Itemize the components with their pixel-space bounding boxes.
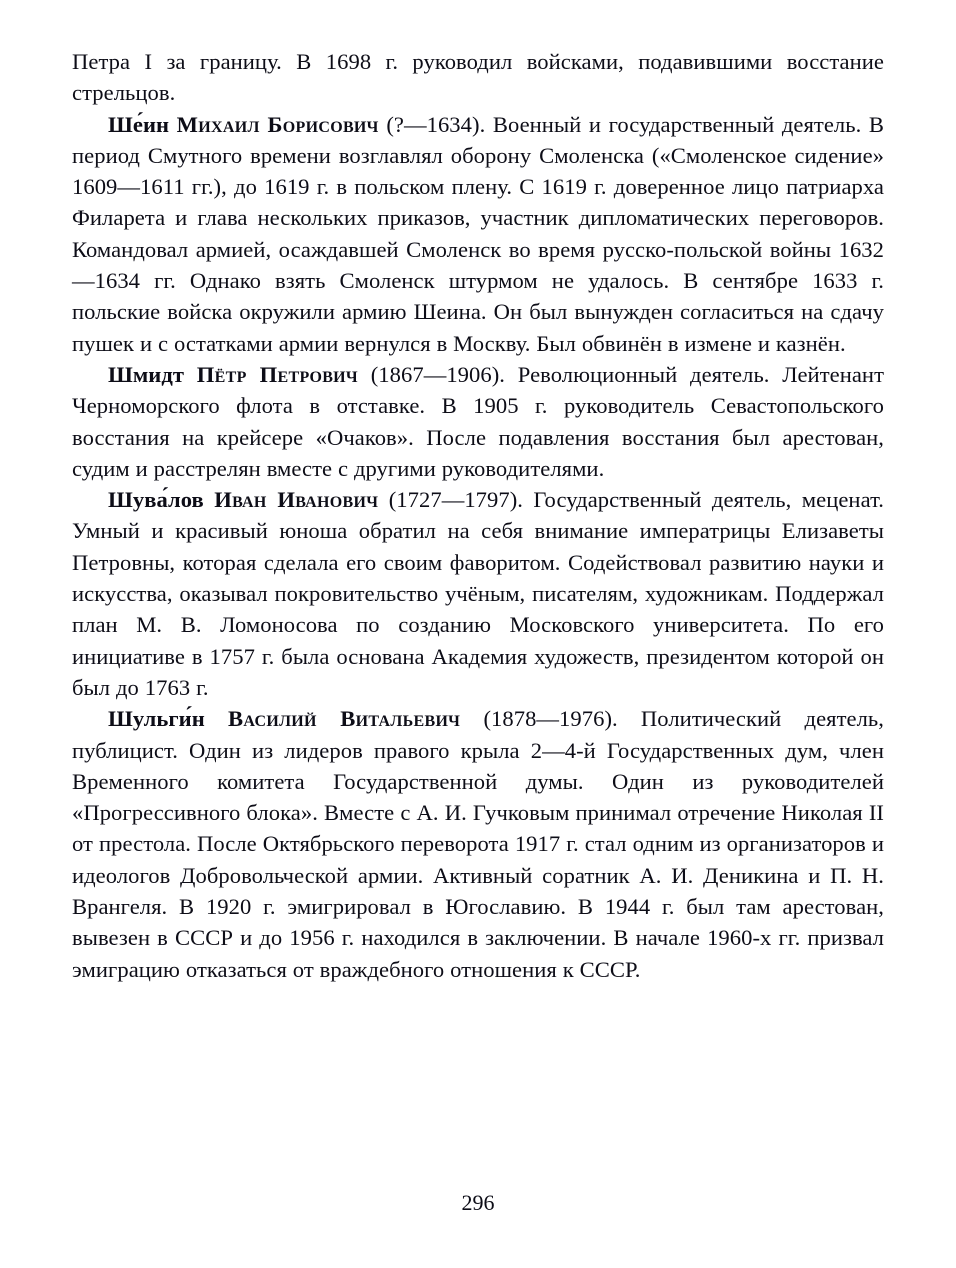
entry-space xyxy=(204,487,214,512)
entry-space xyxy=(460,706,483,731)
entry-space xyxy=(205,706,228,731)
dictionary-entry-shuvalov xyxy=(72,484,884,703)
paragraph-continuation xyxy=(72,46,884,109)
entry-headword: Шульги́н xyxy=(108,706,205,732)
entry-text: (1878—1976). Политический деятель, публицист. Один из лидеров правого крыла 2—4-й Государственных дум, член Временного комитета Государственной думы. Один из руководителей «Прогрессивного блока». Вместе с А. И. Гучковым принимал отречение Николая II от престола. После Октябрьского переворота 1917 г. стал одним из организаторов и идеологов Добровольческой армии. Активный соратник А. И. Деникина и П. Н. Врангеля. В 1920 г. эмигрировал в Югославию. В 1944 г. был там арестован, вывезен в СССР и до 1956 г. находился в заключении. В начале 1960-х гг. призвал эмиграцию отказаться от враждебного отношения к СССР. xyxy=(72,706,884,982)
paragraph-text: Петра I за границу. В 1698 г. руководил войсками, подавившими восстание стрельцов. xyxy=(72,49,884,106)
entry-text: (1867—1906). Революционный деятель. Лейтенант Черноморского флота в отставке. В 1905 г. руководитель Севастопольского восстания на крейсере «Очаков». После подавления восстания был арестован, судим и расстрелян вместе с другими руководителями. xyxy=(72,361,884,481)
entry-space xyxy=(169,112,177,137)
dictionary-entry-shmidt xyxy=(72,359,884,484)
entry-space xyxy=(358,362,371,387)
entry-headword: Шмидт xyxy=(108,361,184,387)
entry-text: (?—1634). Военный и государственный деятель. В период Смутного времени возглавлял оборону Смоленска («Смоленское сидение» 1609—1611 гг.), до 1619 г. в польском плену. С 1619 г. доверенное лицо патриарха Филарета и глава нескольких приказов, участник дипломатических переговоров. Командовал армией, осаждавшей Смоленск во время русско-польской войны 1632—1634 гг. Однако взять Смоленск штурмом не удалось. В сентябре 1633 г. польские войска окружили армию Шеина. Он был вынужден согласиться на сдачу пушек и с остатками армии вернулся в Москву. Был обвинён в измене и казнён. xyxy=(72,111,885,356)
entry-headword: Ше́ин xyxy=(108,111,170,137)
entry-headword: Шува́лов xyxy=(108,487,204,513)
entry-text: (1727—1797). Государственный деятель, меценат. Умный и красивый юноша обратил на себя внимание императрицы Елизаветы Петровны, которая сделала его своим фаворитом. Содействовал развитию науки и искусства, оказывал покровительство учёным, писателям, художникам. Поддержал план М. В. Ломоносова по созданию Московского университета. По его инициативе в 1757 г. была основана Академия художеств, президентом которой он был до 1763 г. xyxy=(72,487,884,700)
page-number: 296 xyxy=(461,1190,495,1215)
dictionary-entry-shein xyxy=(72,109,884,359)
entry-name: Пётр Петрович xyxy=(196,361,358,387)
entry-space xyxy=(378,487,388,512)
entry-space xyxy=(184,362,197,387)
entry-name: Василий Витальевич xyxy=(228,706,461,732)
entry-name: Михаил Борисович xyxy=(176,111,379,137)
page-body xyxy=(72,46,884,985)
entry-name: Иван Иванович xyxy=(214,487,379,513)
dictionary-entry-shulgin xyxy=(72,703,884,985)
